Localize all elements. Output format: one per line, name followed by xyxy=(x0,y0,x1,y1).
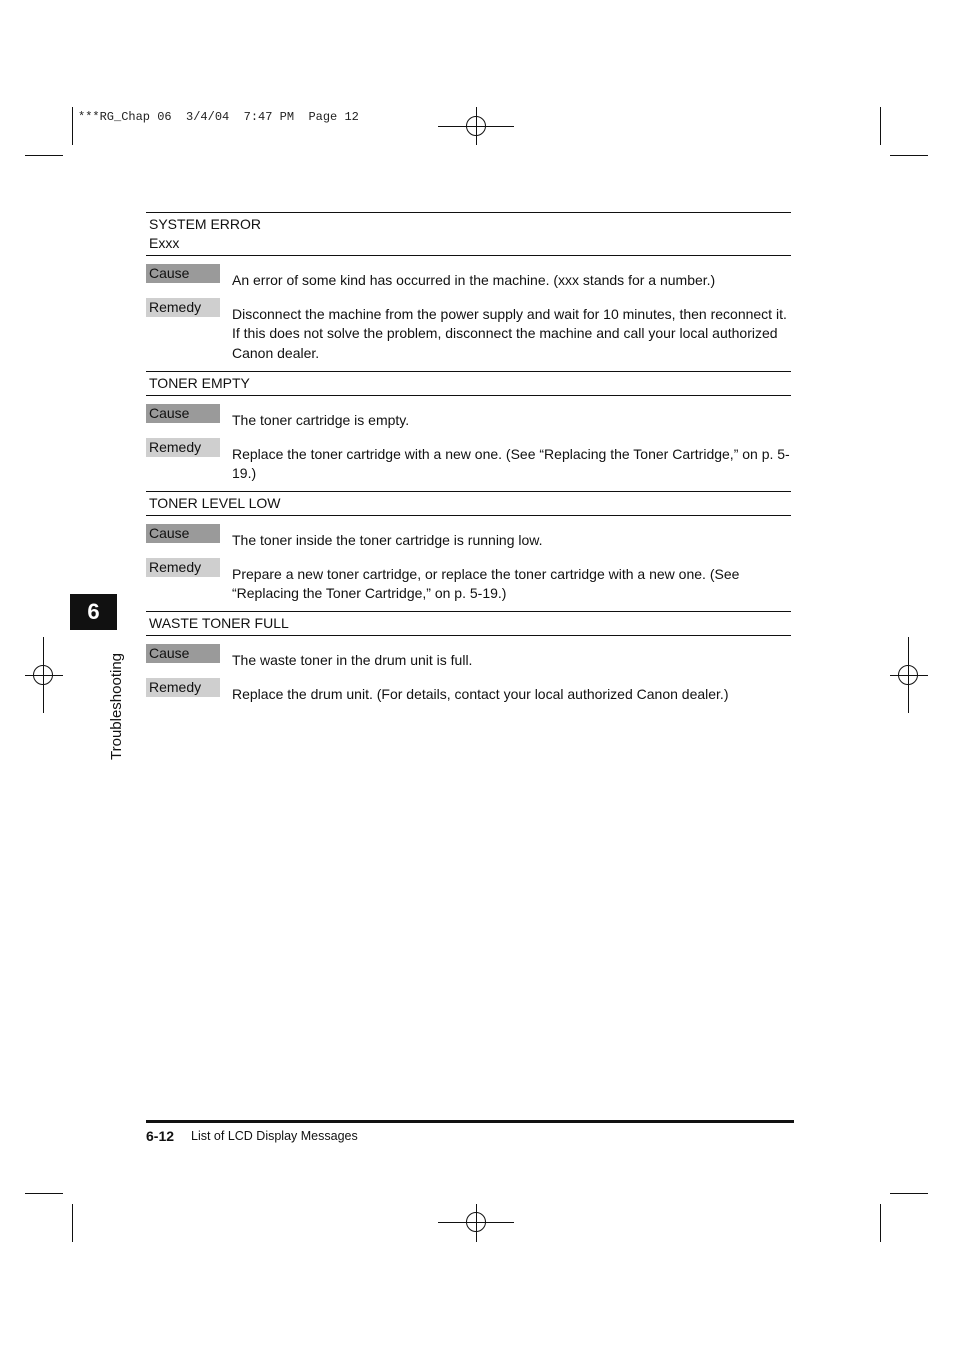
crop-mark xyxy=(890,1193,928,1194)
crop-mark xyxy=(25,1193,63,1194)
chapter-side-label: Troubleshooting xyxy=(108,652,125,760)
message-entry-toner-empty xyxy=(146,371,791,484)
entry-title: SYSTEM ERROR xyxy=(149,216,262,232)
cause-text: The waste toner in the drum unit is full. xyxy=(232,652,473,668)
crop-mark xyxy=(880,1204,881,1242)
footer-section-title: List of LCD Display Messages xyxy=(191,1129,358,1143)
entry-subtitle: Exxx xyxy=(149,235,180,251)
entry-heading xyxy=(146,212,791,256)
entry-title: TONER LEVEL LOW xyxy=(149,495,281,511)
cause-label: Cause xyxy=(146,524,220,543)
printer-slug: ***RG_Chap 06 3/4/04 7:47 PM Page 12 xyxy=(78,110,359,124)
entry-title: TONER EMPTY xyxy=(149,375,250,391)
chapter-number-tab: 6 xyxy=(70,594,117,630)
footer-rule xyxy=(146,1120,794,1123)
message-entry-waste-toner-full xyxy=(146,611,791,704)
cause-row xyxy=(146,264,791,290)
remedy-text: Disconnect the machine from the power supply and wait for 10 minutes, then reconnect it. If this does not solve the problem, disconnect the machine and call your local authorized Canon dealer. xyxy=(232,306,787,361)
cause-row xyxy=(146,404,791,430)
message-entry-system-error xyxy=(146,212,791,363)
cause-text: An error of some kind has occurred in the machine. (xxx stands for a number.) xyxy=(232,272,716,288)
cause-text: The toner cartridge is empty. xyxy=(232,412,410,428)
remedy-label: Remedy xyxy=(146,558,220,577)
remedy-text: Prepare a new toner cartridge, or replace the toner cartridge with a new one. (See “Replacing the Toner Cartridge,” on p. 5-19.) xyxy=(232,566,740,602)
remedy-label: Remedy xyxy=(146,438,220,457)
remedy-label: Remedy xyxy=(146,678,220,697)
message-entry-toner-level-low xyxy=(146,491,791,604)
cause-label: Cause xyxy=(146,404,220,423)
cause-row xyxy=(146,524,791,550)
cause-label: Cause xyxy=(146,644,220,663)
crop-mark xyxy=(880,107,881,145)
entry-title: WASTE TONER FULL xyxy=(149,615,289,631)
crop-mark xyxy=(890,155,928,156)
page-number: 6-12 xyxy=(146,1128,175,1144)
entry-heading xyxy=(146,371,791,396)
crop-mark xyxy=(72,1204,73,1242)
remedy-row xyxy=(146,438,791,483)
remedy-row xyxy=(146,298,791,363)
entry-heading xyxy=(146,491,791,516)
remedy-row xyxy=(146,678,791,704)
remedy-label: Remedy xyxy=(146,298,220,317)
cause-label: Cause xyxy=(146,264,220,283)
remedy-text: Replace the toner cartridge with a new one. (See “Replacing the Toner Cartridge,” on p. 5-19.) xyxy=(232,446,790,482)
entry-heading xyxy=(146,611,791,636)
crop-mark xyxy=(25,155,63,156)
remedy-text: Replace the drum unit. (For details, contact your local authorized Canon dealer.) xyxy=(232,686,729,703)
cause-text: The toner inside the toner cartridge is running low. xyxy=(232,532,543,548)
cause-row xyxy=(146,644,791,670)
remedy-row xyxy=(146,558,791,603)
crop-mark xyxy=(72,107,73,145)
